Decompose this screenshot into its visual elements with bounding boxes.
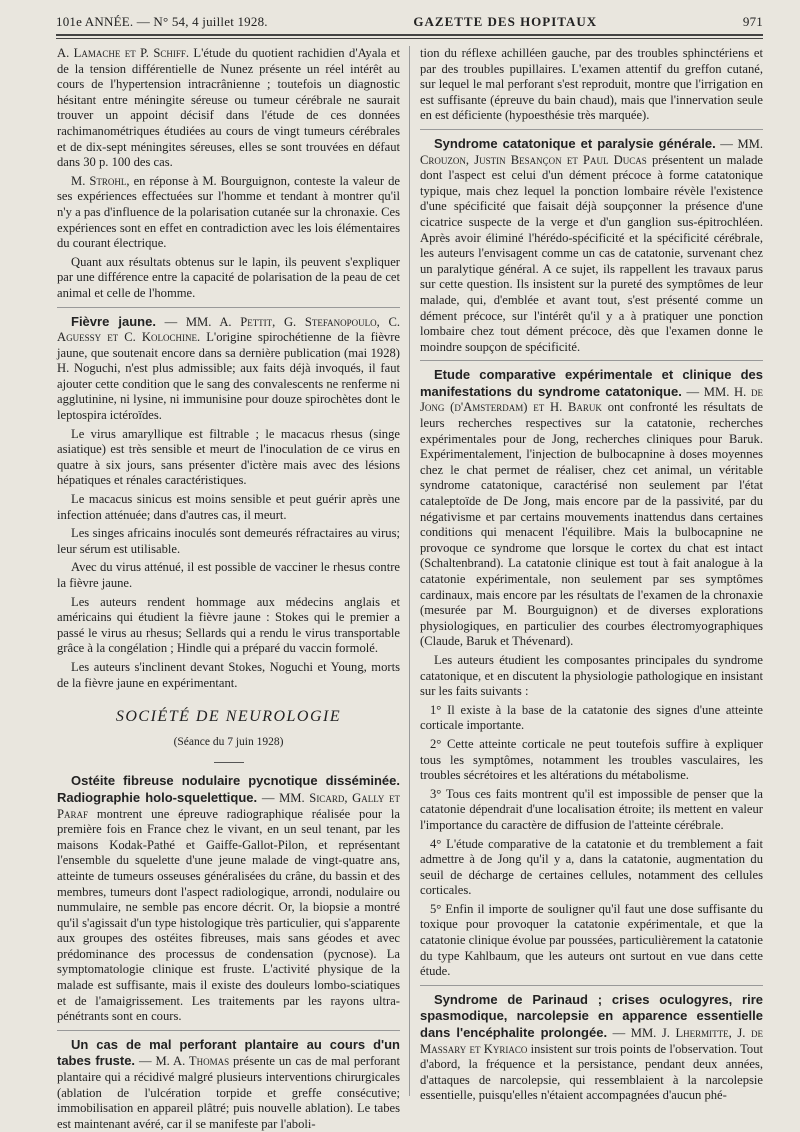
paragraph: Avec du virus atténué, il est possible de vacciner le rhesus contre la fièvre jaune. <box>57 560 400 590</box>
author-names: A. Lamache et P. Schiff. <box>57 46 189 60</box>
paragraph: Le macacus sinicus est moins sensible et peut guérir après une infection atténuée; dans d'autres cas, il meurt. <box>57 492 400 522</box>
author-names: — MM. Crouzon, Justin Besançon et Paul Ducas <box>420 136 763 167</box>
article-osteite: Ostéite fibreuse nodulaire pycnotique disséminée. Radiographie holo-squelettique. — MM. Sicard, Gally et Paraf montrent une épreuve radiographique réalisée pour la première fois en France chez le vivant, en un seul tenant, par les maisons Kodak-Pathé et Gaiffe-Gallot-Pilon, et représentant l'ensemble du squelette d'une jeune malade de vingt-quatre ans, atteinte de tumeurs osseuses généralisées du crâne, du bassin et des membres, tumeurs dont l'aspect radiologique, arrondi, nodulaire ou nummulaire, ne semble pas encore décrit. Or, la biopsie a montré qu'il s'agissait d'un type histologique très particulier, qui s'apparente aux groupes des ostéites fibreuses, mais sans géodes et avec prédominance des processus de condensation (pycnose). La symptomatologie clinique est fruste. L'activité physique de la malade est suffisante, mais il existe des douleurs lombo-sciatiques et de l'amaigrissement. Les traitements par les rayons ultra-pénétrants sont en cours. <box>57 773 400 1024</box>
short-rule <box>214 762 244 763</box>
paragraph: Quant aux résultats obtenus sur le lapin, ils peuvent s'expliquer par une différence entre la capacité de polarisation de la peau de cet animal et celle de l'homme. <box>57 254 400 300</box>
separator <box>420 360 763 361</box>
article-fievre-jaune: Fièvre jaune. — MM. A. Pettit, G. Stefanopoulo, C. Aguessy et C. Kolochine. L'origine spirochétienne de la fièvre jaune, que soutenait encore dans sa dernière publication (mai 1928) H. Noguchi, n'est plus admissible; aux faits déjà invoqués, il faut ajouter cette condition que le sang des convalescents ne renferme ni agglutinine, ni lysine, ni immunisine pour douze spirochètes dont le leptospira ictéroïdes. <box>57 313 400 423</box>
session-date: (Séance du 7 juin 1928) <box>173 735 284 748</box>
list-item: 1° Il existe à la base de la catatonie des signes d'une atteinte corticale importante. <box>420 702 763 733</box>
article-parinaud: Syndrome de Parinaud ; crises oculogyres, rire spasmodique, narcolepsie en apparence essentielle dans l'encéphalite prolongée. — MM. J. Lhermitte, J. de Massary et Kyriaco insistent sur trois points de l'observation. Tout d'abord, la fréquence et la persistance, pendant deux années, d'attaques de narcolepsie, qui ressemblaient à la narcolepsie essentielle, puisqu'elles n'étaient accompagnées d'aucun phé- <box>420 991 763 1103</box>
separator <box>420 985 763 986</box>
issue-info: 101e ANNÉE. — N° 54, 4 juillet 1928. <box>56 14 268 29</box>
article-heading: Fièvre jaune. <box>71 313 156 329</box>
author-names: — M. A. Thomas <box>138 1054 230 1069</box>
author-names: — MM. Sicard, Gally et Paraf <box>57 790 400 821</box>
article-mal-perforant: Un cas de mal perforant plantaire au cours d'un tabes fruste. — M. A. Thomas présente un cas de mal perforant plantaire qui a récidivé malgré plusieurs interventions chirurgicales (ablation de l'ulcération torpide et greffe consécutive; immobilisation en appareil plâtré; puis nouvelle ablation). Le tabes est maintenant avéré, car il se manifeste par l'aboli- <box>57 1036 401 1131</box>
column-divider <box>409 46 410 1096</box>
paragraph: Les auteurs rendent hommage aux médecins anglais et américains qui étudient la fièvre jaune : Stokes qui le premier a passé le virus au rhesus; Sellards qui a rendu le virus transportable grâce à la congélation ; Hindle qui a préparé du vaccin formolé. <box>57 594 400 656</box>
separator <box>57 307 400 308</box>
paragraph: M. Strohl, en réponse à M. Bourguignon, conteste la valeur de ses expériences effectuées sur l'homme et tendant à montrer qu'il n'y a pas d'influence de la polarisation cutanée sur la chronaxie. Ces expériences sont en effet en contradiction avec les lois élémentaires du courant électrique. <box>57 173 400 251</box>
page-header <box>56 10 763 34</box>
separator <box>420 129 763 130</box>
article-heading: Syndrome catatonique et paralysie générale. <box>434 135 716 151</box>
article-etude-comparative: Etude comparative expérimentale et clinique des manifestations du syndrome catatonique. — MM. H. de Jong (d'Amsterdam) et H. Baruk ont confronté les résultats de leurs recherches respectives sur la catatonie, recherches expérimentales pour de Jong, recherches cliniques pour Baruk. Expérimentalement, l'injection de bulbocapnine à doses moyennes chez le chat permet de réaliser, chez cet animal, un véritable syndrome catatonique, caractérisé non seulement par l'état cataleptoïde de De Jong, mais encore par de la passivité, par du négativisme et par certains mouvements inattendus dans certaines conditions qui menacent l'équilibre. Mais la bulbocapnine ne provoque ce syndrome que lorsque le cortex du chat est intact (Schaltenbrand). La catatonie clinique est tout à fait analogue à la catatonie expérimentale, non seulement par ses symptômes cardinaux, mais encore par les résultats de l'examen de la chronaxie (mesurée par M. Bourguignon) et de diverses explorations physiologiques, en particulier des courbes électromyographiques (Claude, Baruk et Thévenard). <box>420 367 763 649</box>
journal-title: GAZETTE DES HOPITAUX <box>413 14 598 29</box>
list-item: 4° L'étude comparative de la catatonie et du tremblement a fait admettre à de Jong qu'il y a, dans la catatonie, augmentation du seuil de décharge de certaines cellules, notamment des cellules corticales. <box>420 836 763 898</box>
article-heading: Etude comparative expérimentale et clinique des manifestations du syndrome catatonique. <box>420 367 763 399</box>
author-names: — MM. J. Lhermitte, J. de Massary et Kyriaco <box>420 1026 763 1056</box>
article-heading: Un cas de mal perforant plantaire au cours d'un tabes fruste. <box>57 1036 400 1069</box>
author-names: — MM. A. Pettit, G. Stefanopoulo, C. Aguessy et C. Kolochine. <box>57 314 400 345</box>
separator <box>57 1030 400 1031</box>
paragraph: tion du réflexe achilléen gauche, par des troubles sphinctériens et par des troubles pupillaires. L'examen attentif du greffon cutané, sur lequel le mal perforant s'est reproduit, montre que l'irrigation en est suffisante (épreuve du bain chaud), mais que l'innervation seule en est déficiente (hypoesthésie très marquée). <box>420 46 763 123</box>
list-item: 5° Enfin il importe de souligner qu'il faut une dose suffisante du toxique pour provoquer la catatonie expérimentale, et que la catatonie clinique évolue par poussées, particulièrement la catatonie du type Kahlbaum, que les auteurs ont surtout en vue dans cette étude. <box>420 901 763 979</box>
header-rule <box>56 34 763 36</box>
article-heading: Syndrome de Parinaud ; crises oculogyres, rire spasmodique, narcolepsie en apparence essentielle dans l'encéphalite prolongée. <box>420 991 763 1041</box>
numbered-list <box>420 703 763 980</box>
article-heading: Ostéite fibreuse nodulaire pycnotique disséminée. Radiographie holo-squelettique. <box>57 773 400 805</box>
page-number: 971 <box>742 14 763 29</box>
header-rule-thin <box>56 38 763 39</box>
author-names: — MM. H. de Jong (d'Amsterdam) et H. Baruk <box>420 384 763 415</box>
left-column <box>57 46 401 1131</box>
section-title: SOCIÉTÉ DE NEUROLOGIE <box>115 708 342 726</box>
paragraph: Le virus amaryllique est filtrable ; le macacus rhesus (singe asiatique) est très sensible et meurt de l'inoculation de ce virus en quatre à six jours, sans présenter d'ictère mais avec des lésions hépatiques et rénales caractéristiques. <box>57 426 400 488</box>
paragraph: Les singes africains inoculés sont demeurés réfractaires au virus; leur sérum est utilisable. <box>57 526 400 556</box>
author-names: M. Strohl, <box>71 173 130 188</box>
article-syndrome-catatonique: Syndrome catatonique et paralysie générale. — MM. Crouzon, Justin Besançon et Paul Ducas présentent un malade dont l'aspect est celui d'un dément précoce à forme catatonique typique, mais chez lequel la ponction lombaire révèle l'existence d'une spécificité que faisait déjà soupçonner la présence d'une cicatrice suspecte de la verge et d'un ganglion sus-épitrochléen. Après avoir éliminé l'hérédo-spécificité et la spécificité cérébrale, les auteurs l'envisagent comme un cas de catatonie, survenant chez un paralytique général. A ce sujet, ils rappellent les travaux parus sur cette question. Ils insistent sur la pureté des symptômes de leur malade, qui, d'emblée et avant tout, s'est présenté comme un dément précoce, sur l'intérêt qu'il y a à pratiquer une ponction lombaire chez tout dément précoce, dès que l'examen donne le moindre soupçon de spécificité. <box>420 135 763 354</box>
paragraph: Les auteurs étudient les composantes principales du syndrome catatonique, et en discutent la physiologie pathologique en insistant sur les faits suivants : <box>420 652 763 699</box>
right-column <box>420 46 763 1101</box>
paragraph: Les auteurs s'inclinent devant Stokes, Noguchi et Young, morts de la fièvre jaune en expérimentant. <box>57 659 400 690</box>
list-item: 2° Cette atteinte corticale ne peut toutefois suffire à expliquer tous les symptômes, notamment les troubles vasculaires, les troubles sécrétoires et les altérations du métabolisme. <box>420 736 763 783</box>
paragraph: A. Lamache et P. Schiff. L'étude du quotient rachidien d'Ayala et de la tension différentielle de Nunez présente un réel intérêt au cours de l'hypertension intracrânienne ; toutefois un diagnostic hésitant entre méningite séreuse ou tumeur cérébrale ne saurait trouver un appoint décisif dans l'étude de ces données rachimanométriques étudiées au cours de vingt tumeurs cérébrales et de dix-sept méningites séreuses, elles se sont trouvées en défaut dans 30 p. 100 des cas. <box>57 46 400 170</box>
list-item: 3° Tous ces faits montrent qu'il est impossible de penser que la catatonie dépendrait d'une localisation étroite; ils mettent en valeur l'importance du caractère de diffusion de l'atteinte cérébrale. <box>420 786 763 832</box>
